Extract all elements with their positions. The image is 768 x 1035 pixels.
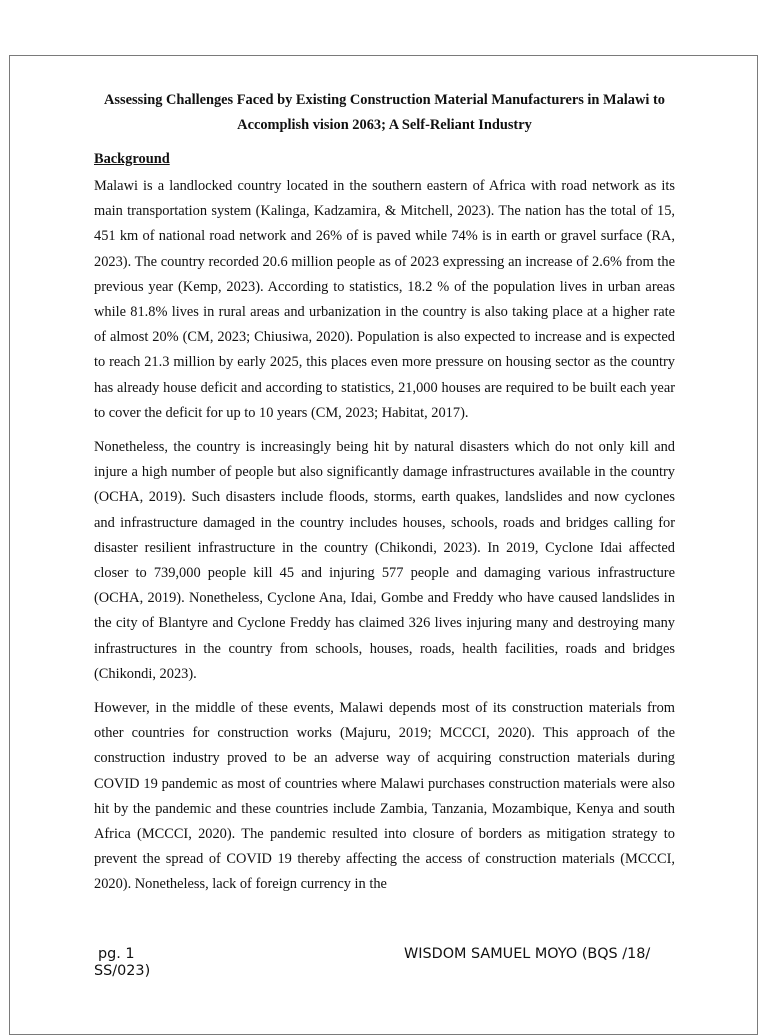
page-footer xyxy=(94,946,675,980)
document-title: Assessing Challenges Faced by Existing Construction Material Manufacturers in Malawi to Accomplish vision 2063; A Self-Reliant Industry xyxy=(104,92,665,133)
paragraph-3: However, in the middle of these events, Malawi depends most of its construction materials from other countries for construction works (Majuru, 2019; MCCCI, 2020). This approach of the construction industry proved to be an adverse way of acquiring construction materials during COVID 19 pandemic as most of countries where Malawi purchases construction materials were also hit by the pandemic and these countries include Zambia, Tanzania, Mozambique, Kenya and south Africa (MCCCI, 2020). The pandemic resulted into closure of borders as mitigation strategy to prevent the spread of COVID 19 thereby affecting the access of construction materials (MCCCI, 2020). Nonetheless, lack of foreign currency in the xyxy=(94,700,675,893)
author-line: WISDOM SAMUEL MOYO (BQS /18/ xyxy=(404,946,651,962)
paragraph-1: Malawi is a landlocked country located in the southern eastern of Africa with road network as its main transportation system (Kalinga, Kadzamira, & Mitchell, 2023). The nation has the total of 15, 451 km of national road network and 26% of is paved while 74% is in earth or gravel surface (RA, 2023). The country recorded 20.6 million people as of 2023 expressing an increase of 2.6% from the previous year (Kemp, 2023). According to statistics, 18.2 % of the population lives in urban areas while 81.8% lives in rural areas and urbanization in the country is also taking place at a higher rate of almost 20% (CM, 2023; Chiusiwa, 2020). Population is also expected to increase and is expected to reach 21.3 million by early 2025, this places even more pressure on housing sector as the country has already house deficit and according to statistics, 21,000 houses are required to be built each year to cover the deficit for up to 10 years (CM, 2023; Habitat, 2017). xyxy=(94,178,675,421)
page-number: pg. 1 xyxy=(98,946,135,962)
author-line-continued: SS/023) xyxy=(94,963,151,979)
page-content xyxy=(94,88,675,907)
section-heading: Background xyxy=(94,151,170,167)
paragraph-2: Nonetheless, the country is increasingly being hit by natural disasters which do not only kill and injure a high number of people but also significantly damage infrastructures available in the country (OCHA, 2019). Such disasters include floods, storms, earth quakes, landslides and now cyclones and infrastructure damaged in the country includes houses, schools, roads and bridges calling for disaster resilient infrastructure in the country (Chikondi, 2023). In 2019, Cyclone Idai affected closer to 739,000 people kill 45 and injuring 577 people and damaging various infrastructure (OCHA, 2019). Nonetheless, Cyclone Ana, Idai, Gombe and Freddy who have caused landslides in the city of Blantyre and Cyclone Freddy has claimed 326 lives injuring many and destroying many infrastructures in the country from schools, houses, roads, health facilities, roads and bridges (Chikondi, 2023). xyxy=(94,439,675,682)
document-page xyxy=(9,55,758,1035)
